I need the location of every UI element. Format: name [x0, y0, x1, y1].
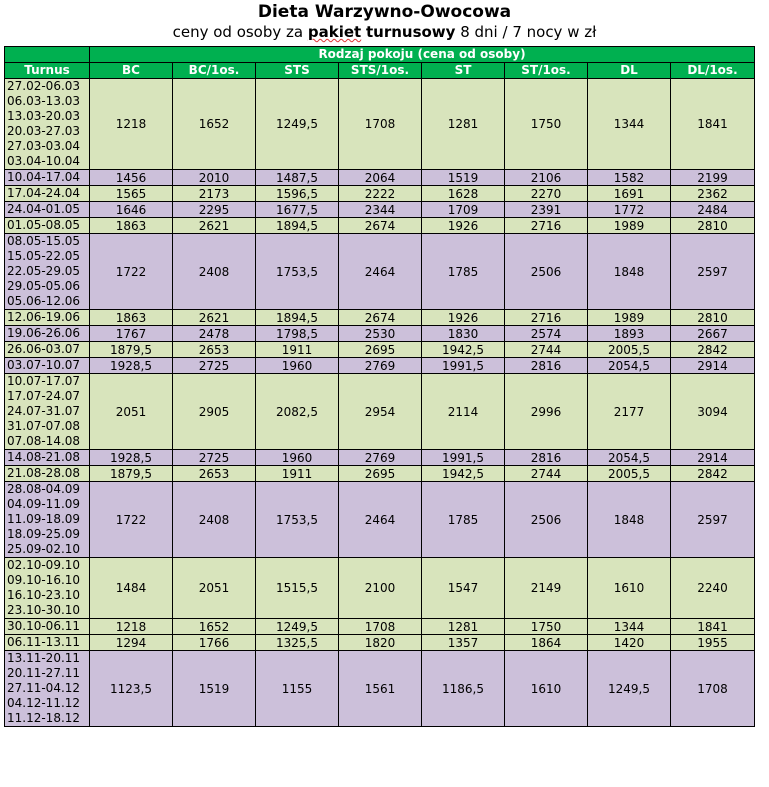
- table-row: [5, 170, 755, 186]
- price-cell: 1926: [422, 310, 505, 326]
- price-cell: 1123,5: [90, 651, 173, 727]
- price-cell: 1960: [256, 358, 339, 374]
- turnus-date-range: 05.06-12.06: [7, 294, 81, 308]
- price-cell: 1785: [422, 234, 505, 310]
- turnus-cell: [5, 482, 90, 558]
- turnus-cell: [5, 218, 90, 234]
- price-cell: 1960: [256, 450, 339, 466]
- price-cell: 1753,5: [256, 234, 339, 310]
- price-cell: 2769: [339, 450, 422, 466]
- turnus-date-range: 04.09-11.09: [7, 497, 81, 511]
- table-row: [5, 619, 755, 635]
- table-row: [5, 651, 755, 727]
- price-cell: 1926: [422, 218, 505, 234]
- price-cell: 2464: [339, 234, 422, 310]
- price-cell: 1186,5: [422, 651, 505, 727]
- table-row: [5, 79, 755, 170]
- price-cell: 1456: [90, 170, 173, 186]
- price-cell: 1610: [505, 651, 588, 727]
- price-cell: 1848: [588, 234, 671, 310]
- price-cell: 2362: [671, 186, 755, 202]
- price-cell: 1344: [588, 619, 671, 635]
- price-cell: 2391: [505, 202, 588, 218]
- price-cell: 2744: [505, 342, 588, 358]
- price-cell: 1582: [588, 170, 671, 186]
- price-cell: 2695: [339, 342, 422, 358]
- price-cell: 1911: [256, 342, 339, 358]
- price-cell: 1344: [588, 79, 671, 170]
- turnus-date-range: 31.07-07.08: [7, 419, 81, 433]
- turnus-date-range: 19.06-26.06: [7, 326, 81, 340]
- price-cell: 1596,5: [256, 186, 339, 202]
- price-cell: 1561: [339, 651, 422, 727]
- price-cell: 1325,5: [256, 635, 339, 651]
- price-cell: 1830: [422, 326, 505, 342]
- price-cell: 2674: [339, 310, 422, 326]
- price-cell: 1484: [90, 558, 173, 619]
- price-cell: 2082,5: [256, 374, 339, 450]
- column-header: STS: [256, 63, 339, 79]
- turnus-cell: [5, 635, 90, 651]
- price-cell: 1820: [339, 635, 422, 651]
- price-cell: 2744: [505, 466, 588, 482]
- price-cell: 2597: [671, 234, 755, 310]
- subtitle-suffix: 8 dni / 7 nocy w zł: [455, 23, 597, 41]
- price-cell: 2064: [339, 170, 422, 186]
- table-row: [5, 358, 755, 374]
- turnus-date-range: 22.05-29.05: [7, 264, 81, 278]
- price-cell: 2530: [339, 326, 422, 342]
- column-header: ST: [422, 63, 505, 79]
- turnus-date-range: 13.03-20.03: [7, 109, 81, 123]
- column-header: STS/1os.: [339, 63, 422, 79]
- turnus-cell: [5, 558, 90, 619]
- price-cell: 1646: [90, 202, 173, 218]
- price-cell: 1519: [422, 170, 505, 186]
- table-row: [5, 234, 755, 310]
- price-cell: 2484: [671, 202, 755, 218]
- group-header-row: [5, 47, 755, 63]
- price-cell: 1798,5: [256, 326, 339, 342]
- table-row: [5, 482, 755, 558]
- turnus-date-range: 24.07-31.07: [7, 404, 81, 418]
- price-cell: 2478: [173, 326, 256, 342]
- turnus-date-range: 07.08-14.08: [7, 434, 81, 448]
- price-cell: 2464: [339, 482, 422, 558]
- price-cell: 1863: [90, 310, 173, 326]
- price-cell: 1928,5: [90, 450, 173, 466]
- price-cell: 1357: [422, 635, 505, 651]
- turnus-date-range: 02.10-09.10: [7, 558, 81, 572]
- price-cell: 1991,5: [422, 358, 505, 374]
- turnus-date-range: 10.04-17.04: [7, 170, 81, 184]
- price-cell: 2653: [173, 342, 256, 358]
- price-cell: 1281: [422, 619, 505, 635]
- price-cell: 1767: [90, 326, 173, 342]
- price-cell: 1894,5: [256, 310, 339, 326]
- price-cell: 2725: [173, 358, 256, 374]
- column-header: BC: [90, 63, 173, 79]
- turnus-date-range: 17.07-24.07: [7, 389, 81, 403]
- price-cell: 2653: [173, 466, 256, 482]
- price-cell: 1519: [173, 651, 256, 727]
- price-cell: 1955: [671, 635, 755, 651]
- turnus-date-range: 28.08-04.09: [7, 482, 81, 496]
- column-header: BC/1os.: [173, 63, 256, 79]
- price-cell: 2996: [505, 374, 588, 450]
- price-cell: 1487,5: [256, 170, 339, 186]
- price-cell: 1942,5: [422, 342, 505, 358]
- price-cell: 2842: [671, 466, 755, 482]
- turnus-date-range: 03.07-10.07: [7, 358, 81, 372]
- price-cell: 1722: [90, 234, 173, 310]
- price-cell: 1785: [422, 482, 505, 558]
- price-cell: 2173: [173, 186, 256, 202]
- price-cell: 1864: [505, 635, 588, 651]
- price-cell: 1628: [422, 186, 505, 202]
- price-cell: 1879,5: [90, 466, 173, 482]
- price-cell: 2769: [339, 358, 422, 374]
- turnus-date-range: 15.05-22.05: [7, 249, 81, 263]
- turnus-date-range: 30.10-06.11: [7, 619, 81, 633]
- price-cell: 1766: [173, 635, 256, 651]
- price-cell: 2100: [339, 558, 422, 619]
- turnus-cell: [5, 450, 90, 466]
- price-cell: 2199: [671, 170, 755, 186]
- table-row: [5, 202, 755, 218]
- price-table: [4, 46, 755, 727]
- turnus-date-range: 11.12-18.12: [7, 711, 81, 725]
- turnus-cell: [5, 202, 90, 218]
- turnus-date-range: 20.11-27.11: [7, 666, 81, 680]
- price-cell: 1893: [588, 326, 671, 342]
- price-cell: 2621: [173, 310, 256, 326]
- price-cell: 2914: [671, 450, 755, 466]
- price-cell: 2344: [339, 202, 422, 218]
- price-cell: 1218: [90, 619, 173, 635]
- turnus-date-range: 03.04-10.04: [7, 154, 81, 168]
- turnus-cell: [5, 651, 90, 727]
- table-body: [5, 79, 755, 727]
- column-header: ST/1os.: [505, 63, 588, 79]
- price-cell: 2716: [505, 310, 588, 326]
- price-cell: 2240: [671, 558, 755, 619]
- page-title: Dieta Warzywno-Owocowa: [257, 2, 512, 22]
- turnus-date-range: 08.05-15.05: [7, 234, 81, 248]
- subtitle-prefix: ceny od osoby za: [172, 23, 308, 41]
- column-header-row: [5, 63, 755, 79]
- price-cell: 2408: [173, 482, 256, 558]
- turnus-date-range: 14.08-21.08: [7, 450, 81, 464]
- price-cell: 1249,5: [588, 651, 671, 727]
- table-row: [5, 558, 755, 619]
- turnus-cell: [5, 79, 90, 170]
- price-cell: 2954: [339, 374, 422, 450]
- price-cell: 1841: [671, 619, 755, 635]
- price-cell: 2114: [422, 374, 505, 450]
- price-cell: 2674: [339, 218, 422, 234]
- price-cell: 1841: [671, 79, 755, 170]
- turnus-cell: [5, 186, 90, 202]
- price-cell: 1991,5: [422, 450, 505, 466]
- price-cell: 2408: [173, 234, 256, 310]
- price-cell: 2051: [90, 374, 173, 450]
- price-cell: 1610: [588, 558, 671, 619]
- price-cell: 1863: [90, 218, 173, 234]
- price-cell: 2597: [671, 482, 755, 558]
- price-cell: 2716: [505, 218, 588, 234]
- table-row: [5, 466, 755, 482]
- turnus-cell: [5, 234, 90, 310]
- price-cell: 2149: [505, 558, 588, 619]
- turnus-date-range: 10.07-17.07: [7, 374, 81, 388]
- price-cell: 1249,5: [256, 619, 339, 635]
- price-cell: 2725: [173, 450, 256, 466]
- price-cell: 1708: [339, 79, 422, 170]
- subtitle-turnusowy: turnusowy: [365, 23, 456, 41]
- price-cell: 1515,5: [256, 558, 339, 619]
- turnus-cell: [5, 466, 90, 482]
- page-subtitle: [0, 22, 769, 42]
- price-cell: 1753,5: [256, 482, 339, 558]
- price-cell: 2574: [505, 326, 588, 342]
- price-cell: 2667: [671, 326, 755, 342]
- table-row: [5, 218, 755, 234]
- price-cell: 1989: [588, 218, 671, 234]
- price-cell: 1420: [588, 635, 671, 651]
- price-cell: 2106: [505, 170, 588, 186]
- price-cell: 2295: [173, 202, 256, 218]
- price-cell: 3094: [671, 374, 755, 450]
- price-cell: 1848: [588, 482, 671, 558]
- price-cell: 1879,5: [90, 342, 173, 358]
- column-header: DL: [588, 63, 671, 79]
- turnus-date-range: 12.06-19.06: [7, 310, 81, 324]
- column-header: DL/1os.: [671, 63, 755, 79]
- price-cell: 1722: [90, 482, 173, 558]
- price-cell: 2810: [671, 218, 755, 234]
- turnus-date-range: 27.03-03.04: [7, 139, 81, 153]
- price-cell: 2914: [671, 358, 755, 374]
- turnus-date-range: 26.06-03.07: [7, 342, 81, 356]
- table-row: [5, 342, 755, 358]
- room-type-group-header: Rodzaj pokoju (cena od osoby): [90, 47, 755, 63]
- turnus-cell: [5, 358, 90, 374]
- turnus-cell: [5, 326, 90, 342]
- price-cell: 2054,5: [588, 450, 671, 466]
- turnus-cell: [5, 342, 90, 358]
- price-cell: 2177: [588, 374, 671, 450]
- turnus-cell: [5, 170, 90, 186]
- price-cell: 1691: [588, 186, 671, 202]
- table-row: [5, 326, 755, 342]
- price-cell: 1709: [422, 202, 505, 218]
- turnus-header-spacer: [5, 47, 90, 63]
- turnus-cell: [5, 374, 90, 450]
- table-row: [5, 310, 755, 326]
- price-cell: 2842: [671, 342, 755, 358]
- price-cell: 2010: [173, 170, 256, 186]
- price-cell: 2506: [505, 234, 588, 310]
- turnus-date-range: 25.09-02.10: [7, 542, 81, 556]
- price-cell: 1652: [173, 619, 256, 635]
- price-cell: 1708: [339, 619, 422, 635]
- price-cell: 2816: [505, 450, 588, 466]
- price-cell: 2051: [173, 558, 256, 619]
- price-cell: 1155: [256, 651, 339, 727]
- price-cell: 1218: [90, 79, 173, 170]
- table-row: [5, 186, 755, 202]
- turnus-date-range: 16.10-23.10: [7, 588, 81, 602]
- price-cell: 1708: [671, 651, 755, 727]
- price-cell: 1249,5: [256, 79, 339, 170]
- turnus-date-range: 23.10-30.10: [7, 603, 81, 617]
- price-cell: 2621: [173, 218, 256, 234]
- subtitle-pakiet: pakiet: [307, 23, 362, 41]
- price-cell: 1294: [90, 635, 173, 651]
- turnus-date-range: 24.04-01.05: [7, 202, 81, 216]
- price-cell: 1565: [90, 186, 173, 202]
- price-cell: 2695: [339, 466, 422, 482]
- table-row: [5, 450, 755, 466]
- price-cell: 1281: [422, 79, 505, 170]
- price-cell: 1942,5: [422, 466, 505, 482]
- turnus-date-range: 27.02-06.03: [7, 79, 81, 93]
- turnus-date-range: 17.04-24.04: [7, 186, 81, 200]
- turnus-date-range: 13.11-20.11: [7, 651, 81, 665]
- turnus-date-range: 27.11-04.12: [7, 681, 81, 695]
- price-cell: 2506: [505, 482, 588, 558]
- price-cell: 1547: [422, 558, 505, 619]
- price-cell: 1928,5: [90, 358, 173, 374]
- turnus-date-range: 20.03-27.03: [7, 124, 81, 138]
- price-cell: 1772: [588, 202, 671, 218]
- turnus-date-range: 04.12-11.12: [7, 696, 81, 710]
- turnus-date-range: 29.05-05.06: [7, 279, 81, 293]
- price-cell: 2905: [173, 374, 256, 450]
- turnus-date-range: 18.09-25.09: [7, 527, 81, 541]
- price-cell: 1750: [505, 619, 588, 635]
- column-header: Turnus: [5, 63, 90, 79]
- price-cell: 2005,5: [588, 466, 671, 482]
- turnus-date-range: 09.10-16.10: [7, 573, 81, 587]
- turnus-date-range: 21.08-28.08: [7, 466, 81, 480]
- price-cell: 2810: [671, 310, 755, 326]
- turnus-date-range: 11.09-18.09: [7, 512, 81, 526]
- turnus-date-range: 06.03-13.03: [7, 94, 81, 108]
- table-row: [5, 374, 755, 450]
- price-cell: 1652: [173, 79, 256, 170]
- price-cell: 2816: [505, 358, 588, 374]
- turnus-cell: [5, 619, 90, 635]
- price-cell: 1677,5: [256, 202, 339, 218]
- price-cell: 2270: [505, 186, 588, 202]
- turnus-date-range: 01.05-08.05: [7, 218, 81, 232]
- price-cell: 1750: [505, 79, 588, 170]
- turnus-cell: [5, 310, 90, 326]
- price-cell: 2054,5: [588, 358, 671, 374]
- table-row: [5, 635, 755, 651]
- price-cell: 2222: [339, 186, 422, 202]
- price-cell: 1989: [588, 310, 671, 326]
- turnus-date-range: 06.11-13.11: [7, 635, 81, 649]
- price-cell: 1911: [256, 466, 339, 482]
- price-cell: 2005,5: [588, 342, 671, 358]
- price-cell: 1894,5: [256, 218, 339, 234]
